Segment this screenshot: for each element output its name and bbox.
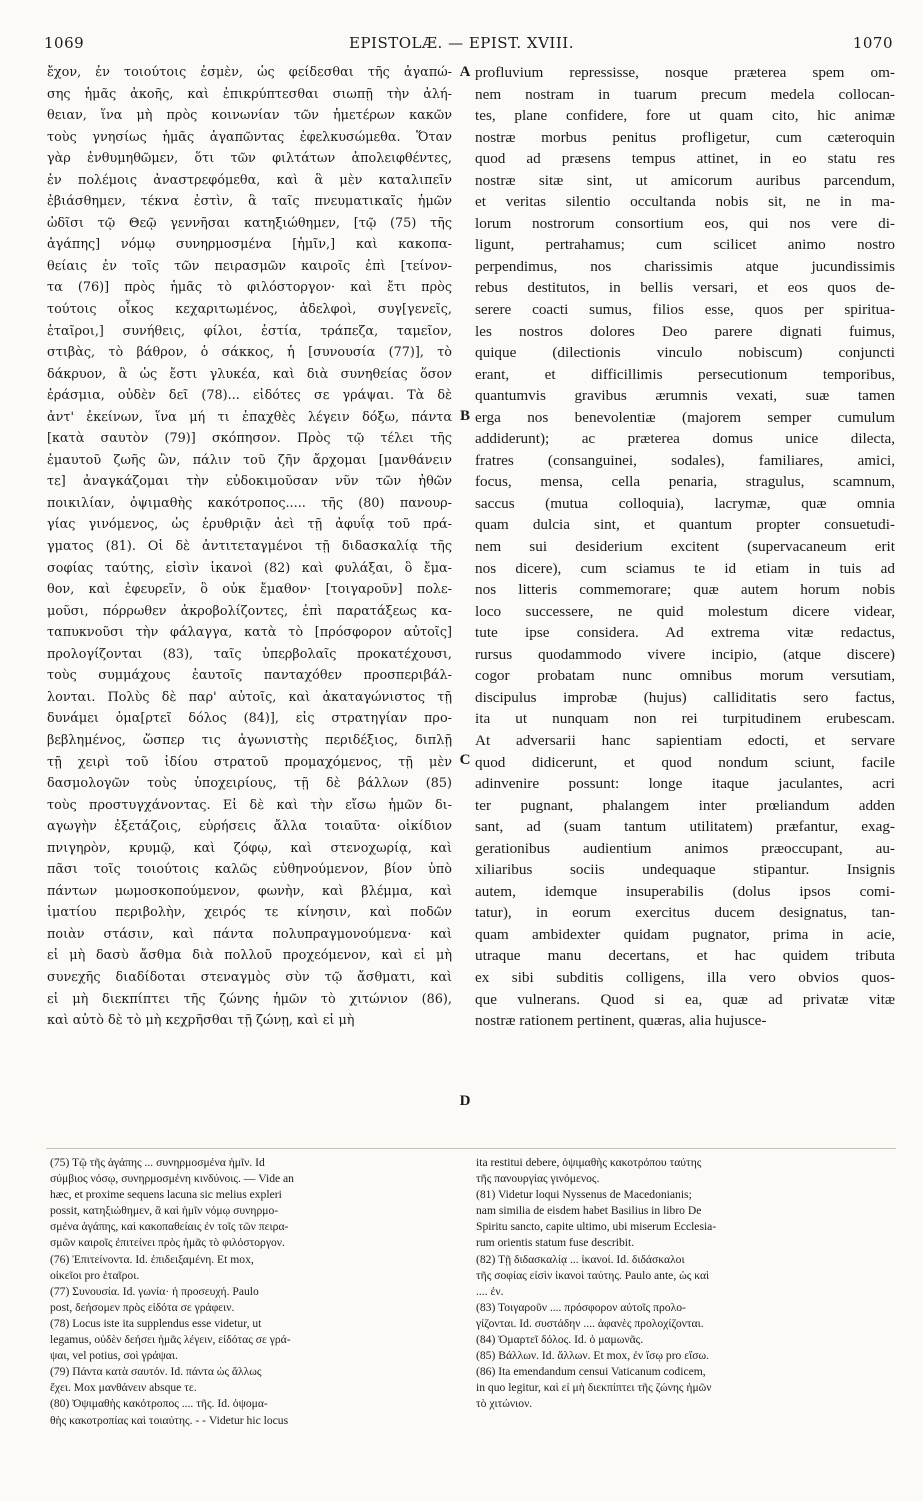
latin-text-line: erga nos benevolentiæ (majorem semper cumulum	[475, 408, 895, 426]
greek-text-line: γματος (81). Οἱ δὲ ἀντιτεταγμένοι τῇ διδασκαλίᾳ τῆς	[47, 539, 452, 555]
footnote-line: post, δεήσομεν πρὸς εἰδότα σε γράφειν.	[50, 1300, 235, 1314]
greek-text-line: δασμολογῶν τοὺς ὑποχειρίους, τῇ δὲ βάλλων (85)	[47, 776, 452, 792]
footnote-line: σύμβιος νόσῳ, συνηρμοσμένη κινδύνοις. — Vide an	[50, 1172, 294, 1186]
footnote-line: possit, κατηξιώθημεν, ἃ καὶ ἡμῖν νόμῳ συνηρμο-	[50, 1204, 279, 1218]
greek-text-line: πάντων μωμοσκοπούμενον, φωνὴν, καὶ βλέμμα, καὶ	[47, 883, 452, 899]
greek-text-line: τα (76)] πρὸς ἡμᾶς τὸ φιλόστοργον· καὶ ἔτι πρὸς	[47, 280, 452, 296]
footnote-line: (85) Βάλλων. Id. ἄλλων. Et mox, ἐν ἴσῳ pro εἴσω.	[476, 1349, 710, 1363]
greek-text-line: τοὺς συμμάχους ἑαυτοῖς πανταχόθεν προσπεριβάλ-	[47, 668, 452, 684]
greek-text-line: τοὺς προστυγχάνοντας. Εἰ δὲ καὶ τὴν εἴσω ἡμῶν δι-	[47, 797, 452, 813]
footnote-line: τῆς σοφίας εἰσὶν ἱκανοὶ ταύτης. Paulo ante, ὡς καὶ	[476, 1268, 710, 1282]
latin-text-line: focus, mensa, cella penaria, stragulus, scamnum,	[475, 473, 895, 491]
greek-text-line: εἰ μὴ δασὺ ἄσθμα διὰ πολλοῦ προχεόμενον, καὶ εἰ μὴ	[47, 948, 452, 964]
footnote-line: ἔχει. Mox μανθάνειν absque τε.	[50, 1381, 197, 1395]
footnote-line: (81) Videtur loqui Nyssenus de Macedonianis;	[476, 1188, 692, 1202]
margin-mark-c: C	[459, 752, 471, 768]
latin-text-line: tatur), in eorum exercitus ducem designatus, tan-	[475, 904, 895, 922]
footnote-line: .... ἐν.	[476, 1284, 504, 1298]
latin-text-line: quique (dilectionis vinculo nobiscum) conjuncti	[475, 344, 895, 362]
latin-text-line: perpendimus, nos charissimis atque jucundissimis	[475, 257, 895, 275]
latin-text-line: tes, plane confidere, fore ut quam cito, hic animæ	[475, 107, 895, 125]
latin-text-line: nostræ sitæ sint, ut amicorum auribus parcendum,	[475, 171, 895, 189]
latin-text-line: rebus destitutos, in bellis versari, et eos quos de-	[475, 279, 895, 297]
footnote-line: in quo legitur, καὶ εἰ μὴ διεκπίπτει τῆς ζώνης ἡμῶν	[476, 1381, 712, 1395]
greek-text-line: τε] ἀναγκάζομαι τὴν εὐδοκιμοῦσαν νῦν τῶν ἠθῶν	[47, 474, 452, 490]
latin-text-line: At adversarii hanc sapientiam edocti, et servare	[475, 731, 895, 749]
latin-text-line: profluvium repressisse, nosque præterea spem om-	[475, 64, 895, 81]
footnote-line: (83) Τοιγαροῦν .... πρόσφορον αὐτοῖς προλο-	[476, 1300, 686, 1314]
greek-text-line: μοῦσι, πόρρωθεν ἀκροβολίζοντες, ἐπὶ παρατάξεως κα-	[47, 603, 452, 619]
greek-text-line: ὠδῖσι τῷ Θεῷ γεννῆσαι κατηξιώθημεν, [τῷ (75) τῆς	[47, 215, 452, 231]
greek-text-line: ταπυκνοῦσι τὴν φάλαγγα, κατὰ τὸ [πρόσφορον αὐτοῖς]	[47, 625, 452, 641]
latin-text-line: autem, idemque insuperabilis (dolus ipsos comi-	[475, 882, 895, 900]
footnotes-left	[50, 1155, 450, 1429]
latin-text-line: nostræ rationem pertinent, quæras, alia hujusce-	[475, 1012, 767, 1030]
latin-text-line: saccus (mutua colloquia), lacrymæ, quæ omnia	[475, 494, 895, 512]
footnote-line: legamus, οὐδὲν δεήσει ἡμᾶς λέγειν, εἰδότας σε γρά-	[50, 1333, 291, 1347]
greek-text-line: σοφίας ταύτης, εἰσὶν ἱκανοὶ (82) καὶ φυλάξαι, ὃ ἔμα-	[47, 560, 452, 576]
greek-text-line: ἀγάπης] νόμῳ συνηρμοσμένα [ἡμῖν,] καὶ κακοπα-	[47, 237, 452, 253]
latin-text-line: quod ad præsens tempus attinet, in eo statu res	[475, 150, 895, 168]
latin-text-line: erant, et difficillimis persecutionum temporibus,	[475, 365, 895, 383]
greek-text-line: δυνάμει ὁμα[ρτεῖ δόλος (84)], εἰς στρατηγίαν προ-	[47, 711, 452, 727]
greek-text-line: καὶ αὐτὸ δὲ τὸ μὴ κεχρῆσθαι τῇ ζώνῃ, καὶ εἰ μὴ	[47, 1013, 355, 1029]
greek-column	[47, 62, 452, 1032]
latin-text-line: ita ut nunquam non rei turpitudinem erubescam.	[475, 710, 895, 728]
latin-text-line: les nostros dolores Deo parere dignati fuimus,	[475, 322, 895, 340]
footnote-line: τὸ χιτώνιον.	[476, 1397, 533, 1411]
latin-text-line: ex sibi subditis colligens, illa vero obvios quos-	[475, 968, 895, 986]
latin-text-line: sant, ad (suam tantum utilitatem) præfantur, exag-	[475, 818, 895, 836]
footnote-line: nam similia de eisdem habet Basilius in libro De	[476, 1204, 702, 1218]
greek-text-line: πνιγηρὸν, κρυμῷ, καὶ ζόφῳ, καὶ στενοχωρίᾳ, καὶ	[47, 840, 452, 856]
greek-text-line: δάκρυον, ἃ ὡς ἔστι γλυκέα, καὶ διὰ συνηθείας ὅσον	[47, 366, 452, 382]
footnote-line: (78) Locus iste ita supplendus esse videtur, ut	[50, 1316, 262, 1330]
footnote-line: (79) Πάντα κατὰ σαυτόν. Id. πάντα ὡς ἄλλως	[50, 1365, 262, 1379]
latin-text-line: serere coacti sumus, filios esse, quos per spiritua-	[475, 301, 895, 319]
footnote-line: (77) Συνουσία. Id. γωνία· ἡ προσευχή. Paulo	[50, 1284, 259, 1298]
page-header	[0, 34, 923, 58]
footnote-line: (84) Ὁμαρτεῖ δόλος. Id. ὁ μαμωνᾶς.	[476, 1333, 644, 1347]
greek-text-line: ἀντ' ἐκείνων, ἵνα μή τι ἐπαχθὲς λέγειν δόξω, πάντα	[47, 409, 452, 425]
greek-text-line: ἑταῖροι,] συνήθεις, φίλοι, ἑστία, τράπεζα, ταμεῖον,	[47, 323, 452, 339]
greek-text-line: τούτοις οἶκος κεχαριτωμένος, ἀδελφοὶ, συγ[γενεῖς,	[47, 302, 452, 318]
footnote-line: θὴς κακοτροπίας καὶ τοιαύτης. - - Videtur hic locus	[50, 1413, 289, 1427]
page-number-right: 1070	[852, 34, 893, 52]
latin-text-line: nos dicere), cum sciamus te id etiam in tuis ad	[475, 559, 895, 577]
footnote-line: (75) Τῷ τῆς ἀγάπης ... συνηρμοσμένα ἡμῖν. Id	[50, 1156, 265, 1169]
latin-text-line: nos litteris commemorare; quæ autem horum nobis	[475, 581, 895, 599]
greek-text-line: λονται. Πολὺς δὲ παρ' αὐτοῖς, καὶ ἀκαταγώνιστος τῇ	[47, 689, 452, 705]
latin-text-line: nem nostram in tuarum precum medela collocan-	[475, 85, 895, 103]
latin-text-line: quam ambidexter quidam pugnator, prima in acie,	[475, 925, 895, 943]
margin-mark-d: D	[459, 1093, 471, 1109]
greek-text-line: ἐράσμια, οὐδὲν δεῖ (78)... εἰδότες σε γράψαι. Τὰ δὲ	[47, 388, 452, 404]
footnote-line: σμῶν καιροῖς ἐπιτείνει πρὸς ἡμᾶς τὸ φιλόστοργον.	[50, 1236, 285, 1250]
greek-text-line: ἱματίου περιβολὴν, χειρός τε κίνησιν, καὶ ποδῶν	[47, 905, 452, 921]
greek-text-line: [κατὰ σαυτὸν (79)] σκόπησον. Πρὸς τῷ τέλει τῆς	[47, 431, 452, 447]
latin-text-line: lorum nostrorum consortium eos, qui nos vere di-	[475, 214, 895, 232]
greek-text-line: θειαν, ἵνα μὴ πρὸς κοινωνίαν τῶν ἡμετέρων κακῶν	[47, 108, 452, 124]
latin-text-line: ligunt, pertrahamus; cum scilicet animo nostro	[475, 236, 895, 254]
latin-text-line: quam dulcia sint, et quantum propter consuetudi-	[475, 516, 895, 534]
latin-text-line: quantumvis gravibus ærumnis vexati, suæ tamen	[475, 387, 895, 405]
greek-text-line: θείαις ἐν τοῖς τῶν πειρασμῶν καιροῖς ἐπὶ [τείνον-	[47, 258, 452, 274]
greek-text-line: ἐβιάσθημεν, τέκνα ἐστὶν, ἃ ταῖς πνευματικαῖς ἡμῶν	[47, 194, 452, 210]
footnote-line: (76) Ἐπιτείνοντα. Id. ἐπιδειξαμένη. Et mox,	[50, 1252, 254, 1266]
latin-text-line: et veritas silentio occultanda nobis sit, ne in ma-	[475, 193, 895, 211]
latin-text-line: tute ipse considera. Ad extrema vitæ redactus,	[475, 624, 895, 642]
latin-text-line: loco successere, ne quid molestum dicere videar,	[475, 602, 895, 620]
footnote-line: ψαι, vel potius, σοὶ γράψαι.	[50, 1349, 178, 1363]
latin-text-line: ter pugnant, phalangem inter prœliandum adden	[475, 796, 895, 814]
footnote-line: (80) Ὀψιμαθὴς κακότροπος .... τῆς. Id. ὀψομα-	[50, 1397, 268, 1411]
greek-text-line: ποικιλίαν, ὀψιμαθὴς κακότροπος..... τῆς (80) πανουρ-	[47, 495, 452, 511]
footnote-line: ita restitui debere, ὀψιμαθὴς κακοτρόπου ταύτης	[476, 1156, 702, 1169]
latin-text-line: discipulus improbæ (hujus) calliditatis sero factus,	[475, 688, 895, 706]
greek-text-line: βεβλημένος, ὥσπερ τις ἀγωνιστὴς περιδέξιος, διπλῇ	[47, 732, 452, 748]
latin-text-line: nostræ morbus penitus profligetur, cum cæteroquin	[475, 128, 895, 146]
latin-text-line: gerationibus audientium animos præoccupant, au-	[475, 839, 895, 857]
greek-text-line: εἰ μὴ διεκπίπτει τῆς ζώνης ἡμῶν τὸ χιτώνιον (86),	[47, 991, 452, 1007]
latin-text-line: xiliaribus sociis undequaque stipantur. Insignis	[475, 861, 895, 879]
latin-text-line: utraque manu decertans, et hac quidem tributa	[475, 947, 895, 965]
footnote-line: σμένα ἀγάπης, καὶ κακοπαθείαις ἐν τοῖς τῶν πειρα-	[50, 1220, 289, 1234]
greek-text-line: στιβὰς, τὸ βάθρον, ὁ σάκκος, ἡ [συνουσία (77)], τὸ	[47, 345, 452, 361]
margin-mark-a: A	[459, 64, 471, 80]
greek-text-line: ἐν πολέμοις ἀναστρεφόμεθα, καὶ ἃ μὲν καταλιπεῖν	[47, 172, 452, 188]
footnote-line: γίζονται. Id. συστάδην .... ἀφανὲς προλοχίζονται.	[476, 1316, 704, 1330]
latin-text-line: cogor probatam nunc omnibus morum versutiam,	[475, 667, 895, 685]
greek-text-line: ποιὰν στάσιν, καὶ πάντα πολυπραγμονούμενα· καὶ	[47, 926, 452, 942]
greek-text-line: γὰρ ἐνθυμηθῶμεν, ὅτι τῶν φιλτάτων ἀπολειφθέντες,	[47, 151, 452, 167]
footnote-line: (82) Τῇ διδασκαλίᾳ ... ἱκανοί. Id. διδάσκαλοι	[476, 1252, 685, 1266]
latin-text-line: fratres (consanguinei, sodales), familiares, amici,	[475, 451, 895, 469]
latin-text-line: adinvenire possunt: longe itaque jaculantes, acri	[475, 775, 895, 793]
page-number-left: 1069	[44, 34, 85, 52]
greek-text-line: πᾶσι τοῖς τοιούτοις καλῶς εὐθηνούμενον, βίον ὑπὸ	[47, 862, 452, 878]
footnotes-right	[476, 1155, 894, 1413]
latin-text-line: quod didicerunt, et quod nondum sciunt, facile	[475, 753, 895, 771]
greek-text-line: τοὺς γνησίως ἡμᾶς ἀγαπῶντας ἐφελκυσώμεθα. Ὅταν	[47, 129, 452, 145]
footnote-line: hæc, et proxime sequens lacuna sic melius expleri	[50, 1188, 282, 1202]
running-title: EPISTOLÆ. — EPIST. XVIII.	[349, 34, 574, 52]
greek-text-line: προλογίζονται (83), ταῖς ὑπερβολαῖς προκατέχουσι,	[47, 646, 452, 662]
margin-mark-b: B	[459, 408, 470, 424]
footnote-line: τῆς πανουργίας γινόμενος.	[476, 1172, 600, 1186]
greek-text-line: τῇ χειρὶ τοῦ ἰδίου στρατοῦ προμαχόμενος, τῇ μὲν	[47, 754, 452, 770]
latin-column	[475, 62, 895, 1032]
footnote-line: Spiritu sancto, capite ultimo, ubi miserum Ecclesia-	[476, 1220, 717, 1234]
latin-text-line: rursus quodammodo vivere incipio, (atque discere)	[475, 645, 895, 663]
greek-text-line: συνεχῆς διαδίδοται στεναγμὸς σὺν τῷ ἄσθματι, καὶ	[47, 969, 452, 985]
greek-text-line: ἔχον, ἐν τοιούτοις ἐσμὲν, ὡς φείδεσθαι τῆς ἀγαπώ-	[47, 65, 452, 80]
latin-text-line: nem sui desiderium excitent (supervacaneum erit	[475, 538, 895, 556]
greek-text-line: ἐμαυτοῦ ζωῆς ὢν, πάλιν τοῦ ζῆν ἄρχομαι [μανθάνειν	[47, 452, 452, 468]
greek-text-line: θον, καὶ ἐφευρεῖν, ὃ οὐκ ἔμαθον· [τοιγαροῦν] πολε-	[47, 582, 452, 598]
greek-text-line: γίας γινόμενος, ὡς ἐρυθριᾷν ἀεὶ τῇ ἀφυΐᾳ τοῦ πρά-	[47, 517, 452, 533]
latin-text-line: addiderunt); ac præterea domus unice dilecta,	[475, 430, 895, 448]
greek-text-line: αγωγὴν ἐξετάζοις, εὑρήσεις ἄλλα τοιαῦτα· οἰκίδιον	[47, 819, 452, 835]
footnote-divider	[46, 1148, 896, 1149]
latin-text-line: que vulnerans. Quod si ea, quæ ad privatæ vitæ	[475, 990, 895, 1008]
footnote-line: οἰκεῖοι pro ἑταῖροι.	[50, 1268, 140, 1282]
greek-text-line: σης ἡμᾶς ἀκοῆς, καὶ ἐπικρύπτεσθαι σιωπῇ τὴν ἀλή-	[47, 86, 452, 102]
footnote-line: rum orientis statum fuse describit.	[476, 1236, 635, 1250]
footnote-line: (86) Ita emendandum censui Vaticanum codicem,	[476, 1365, 706, 1379]
